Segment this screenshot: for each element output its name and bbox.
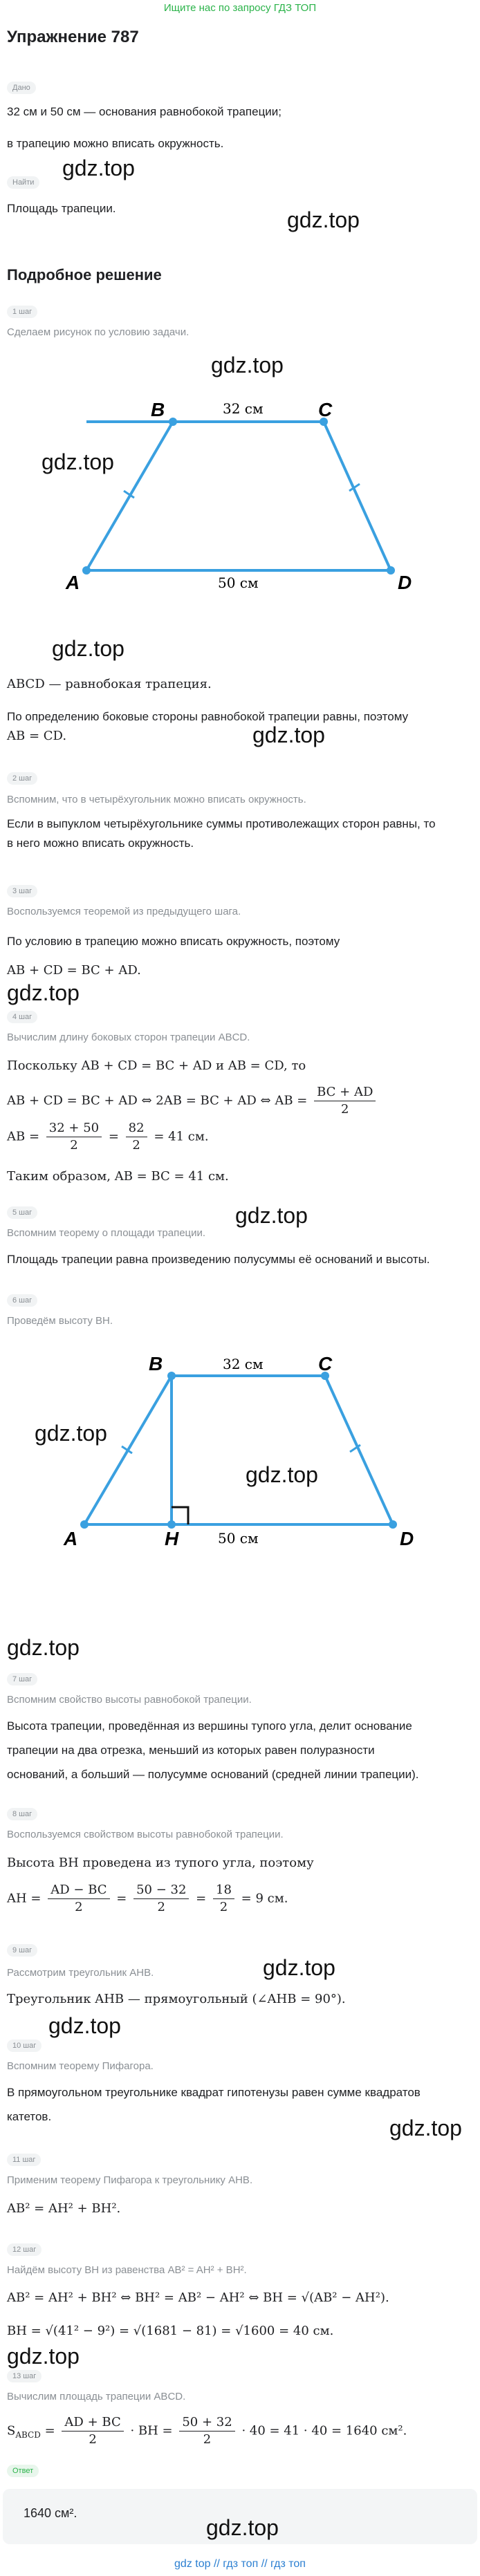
step12-formula-1: AB² = AH² + BH² ⇔ BH² = AB² − AH² ⇔ BH = √(AB² − AH²).	[7, 2290, 389, 2305]
step-tag: 2 шаг	[7, 772, 37, 785]
step3-text-a: По условию в трапецию можно вписать окружность, поэтому	[7, 935, 340, 948]
watermark: gdz.top	[206, 2515, 279, 2540]
step-caption: Найдём высоту BH из равенства AB² = AH² + BH².	[7, 2264, 247, 2276]
step7-text-c: оснований, а больший — полусумме оснований (средней линии трапеции).	[7, 1768, 419, 1781]
step4-formula-1: AB + CD = BC + AD ⇔ 2AB = BC + AD ⇔ AB = $\frac{BC + AD}{2}$	[7, 1084, 378, 1118]
step-caption: Вспомним теорему Пифагора.	[7, 2060, 154, 2072]
watermark: gdz.top	[62, 156, 135, 180]
watermark: gdz.top	[7, 1635, 80, 1660]
vertex-a	[80, 1520, 89, 1529]
step-tag: 12 шаг	[7, 2243, 41, 2256]
watermark: gdz.top	[235, 1203, 308, 1228]
step-caption: Вспомним, что в четырёхугольник можно вписать окружность.	[7, 794, 306, 805]
step-tag: 4 шаг	[7, 1011, 37, 1023]
step10-text-a: В прямоугольном треугольнике квадрат гипотенузы равен сумме квадратов	[7, 2086, 421, 2099]
step9-text: Треугольник AHB — прямоугольный (∠AHB = 90°).	[7, 1992, 346, 2006]
step4-text-a: Поскольку AB + CD = BC + AD и AB = CD, то	[7, 1058, 306, 1073]
step2-text-b: в него можно вписать окружность.	[7, 837, 194, 850]
step7-text-a: Высота трапеции, проведённая из вершины тупого угла, делит основание	[7, 1719, 412, 1733]
vertex-d	[389, 1520, 397, 1529]
given-tag: Дано	[7, 82, 36, 94]
step-caption: Вычислим длину боковых сторон трапеции ABCD.	[7, 1032, 250, 1043]
label-a: A	[66, 572, 80, 593]
step10-text-b: катетов.	[7, 2110, 52, 2123]
watermark: gdz.top	[263, 1955, 335, 1980]
step2-text-a: Если в выпуклом четырёхугольнике суммы противолежащих сторон равны, то	[7, 817, 436, 830]
vertex-d	[387, 566, 395, 575]
watermark: gdz.top	[246, 1462, 318, 1487]
label-d: D	[400, 1528, 414, 1549]
step1-text-b: По определению боковые стороны равнобокой трапеции равны, поэтому	[7, 710, 409, 723]
step4-formula-2: AB = $\frac{32 + 50}{2}$ = $\frac{82}{2}$ = 41 см.	[7, 1121, 209, 1152]
length-bottom: 50 см	[218, 575, 259, 591]
step-tag: 7 шаг	[7, 1673, 37, 1686]
step-tag: 10 шаг	[7, 2040, 41, 2052]
label-b: B	[149, 1353, 163, 1374]
step1-text-a: ABCD — равнобокая трапеция.	[7, 677, 212, 691]
step-caption: Воспользуемся свойством высоты равнобокой трапеции.	[7, 1829, 284, 1840]
step8-text: Высота BH проведена из тупого угла, поэтому	[7, 1856, 314, 1870]
label-b: B	[151, 399, 165, 420]
step-tag: 6 шаг	[7, 1294, 37, 1307]
step-caption: Сделаем рисунок по условию задачи.	[7, 326, 190, 338]
length-bottom: 50 см	[218, 1530, 259, 1547]
step13-formula: $S_{ABCD}$ = $\frac{AD + BC}{2}$ · BH = $\frac{50 + 32}{2}$ · 40 = 41 · 40 = 1640 см².	[7, 2415, 407, 2447]
label-d: D	[398, 572, 412, 593]
footer-links[interactable]: gdz top // гдз топ // гдз топ	[174, 2558, 306, 2570]
watermark: gdz.top	[287, 207, 360, 232]
step11-formula: AB² = AH² + BH².	[7, 2201, 121, 2216]
vertex-a	[82, 566, 91, 575]
promo-banner[interactable]: Ищите нас по запросу ГДЗ ТОП	[163, 2, 317, 14]
length-top: 32 см	[223, 1356, 264, 1372]
step4-conclusion: Таким образом, AB = BC = 41 см.	[7, 1169, 229, 1184]
step-tag: 3 шаг	[7, 885, 37, 897]
answer-value: 1640 см².	[24, 2506, 77, 2520]
find-tag: Найти	[7, 176, 39, 189]
solution-title: Подробное решение	[7, 266, 162, 283]
watermark: gdz.top	[389, 2116, 462, 2140]
length-top: 32 см	[223, 400, 264, 417]
step-caption: Вспомним теорему о площади трапеции.	[7, 1227, 206, 1239]
page-title: Упражнение 787	[7, 28, 139, 46]
step7-text-b: трапеции на два отрезка, меньший из которых равен полуразности	[7, 1744, 375, 1757]
label-a: A	[64, 1528, 78, 1549]
answer-tag: Ответ	[7, 2465, 39, 2477]
step-caption: Вычислим площадь трапеции ABCD.	[7, 2391, 186, 2402]
watermark: gdz.top	[7, 2344, 80, 2369]
step-caption: Применим теорему Пифагора к треугольнику AHB.	[7, 2174, 253, 2186]
step-tag: 11 шаг	[7, 2154, 41, 2166]
watermark: gdz.top	[48, 2013, 121, 2038]
step-caption: Рассмотрим треугольник AHB.	[7, 1967, 154, 1979]
label-c: C	[318, 1353, 333, 1374]
find-line: Площадь трапеции.	[7, 202, 116, 215]
step-caption: Проведём высоту BH.	[7, 1315, 113, 1327]
watermark: gdz.top	[252, 722, 325, 747]
given-line-1: 32 см и 50 см — основания равнобокой трапеции;	[7, 105, 282, 118]
step-caption: Воспользуемся теоремой из предыдущего шага.	[7, 906, 241, 917]
step-caption: Вспомним свойство высоты равнобокой трапеции.	[7, 1694, 252, 1706]
vertex-b	[169, 418, 177, 426]
step-tag: 5 шаг	[7, 1206, 37, 1219]
step1-text-c: AB = CD.	[7, 729, 67, 743]
watermark: gdz.top	[7, 980, 80, 1005]
step8-formula: AH = $\frac{AD - BC}{2}$ = $\frac{50 - 32}{2}$ = $\frac{18}{2}$ = 9 см.	[7, 1883, 288, 1914]
label-c: C	[318, 399, 333, 420]
label-h: H	[165, 1528, 179, 1549]
step-tag: 13 шаг	[7, 2370, 41, 2382]
step-tag: 8 шаг	[7, 1808, 37, 1820]
step5-text: Площадь трапеции равна произведению полусуммы её оснований и высоты.	[7, 1253, 430, 1266]
given-line-2: в трапецию можно вписать окружность.	[7, 137, 224, 150]
trapezoid-figure-1	[0, 387, 480, 601]
step-tag: 9 шаг	[7, 1944, 37, 1957]
step12-formula-2: BH = √(41² − 9²) = √(1681 − 81) = √1600 = 40 см.	[7, 2324, 334, 2338]
watermark: gdz.top	[35, 1421, 107, 1446]
watermark: gdz.top	[41, 449, 114, 474]
watermark: gdz.top	[211, 353, 284, 377]
vertex-b	[167, 1372, 176, 1380]
watermark: gdz.top	[52, 636, 124, 661]
trapezoid-figure-2	[0, 1348, 480, 1576]
step-tag: 1 шаг	[7, 306, 37, 318]
step3-formula: AB + CD = BC + AD.	[7, 963, 141, 978]
